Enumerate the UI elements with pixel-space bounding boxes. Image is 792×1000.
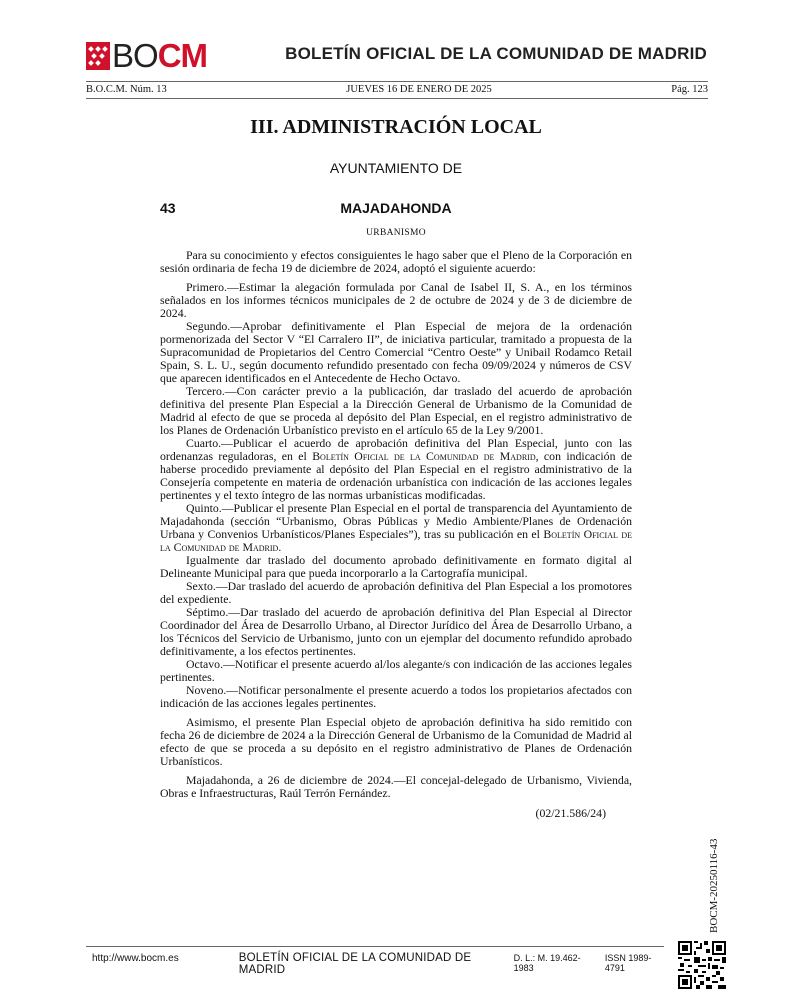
bocm-logo bbox=[86, 37, 208, 74]
page-footer bbox=[92, 952, 664, 976]
entry-number: 43 bbox=[160, 200, 176, 216]
footer-rule bbox=[86, 946, 664, 947]
logo-wordmark: BOCM bbox=[112, 37, 208, 74]
paragraph-sexto: Sexto.—Dar traslado del acuerdo de aprobación definitiva del Plan Especial a los promotores del expediente. bbox=[160, 579, 632, 606]
ayuntamiento-label: AYUNTAMIENTO DE bbox=[329, 160, 463, 176]
footer-title: BOLETÍN OFICIAL DE LA COMUNIDAD DE MADRID bbox=[238, 952, 472, 976]
paragraph-quinto: Quinto.—Publicar el presente Plan Especial en el portal de transparencia del Ayuntamiento de Majadahonda (sección “Urbanismo, Obras Públicas y Medio Ambiente/Planes de Ordenación Urbana y Convenios Urbanísticos/Planes Especiales”), tras su publicación en el Boletín Oficial de la Comunidad de Madrid. bbox=[160, 501, 632, 554]
issue-date: JUEVES 16 DE ENERO DE 2025 bbox=[346, 84, 492, 95]
paragraph-octavo: Octavo.—Notificar el presente acuerdo al/los alegante/s con indicación de las acciones legales pertinentes. bbox=[160, 657, 632, 684]
paragraph-igualmente: Igualmente dar traslado del documento aprobado definitivamente en formato digital al Delineante Municipal para que pueda incorporarlo a la Cartografía municipal. bbox=[160, 553, 632, 580]
madrid-flag-icon bbox=[86, 42, 110, 70]
announcement-body bbox=[160, 249, 632, 800]
header-rule bbox=[86, 81, 708, 82]
paragraph-septimo: Séptimo.—Dar traslado del acuerdo de aprobación definitiva del Plan Especial al Director Coordinador del Área de Desarrollo Urbano, al Director Jurídico del Área de Desarrollo Urbano, a los Técnicos del Servicio de Urbanismo, junto con un ejemplar del documento refundido aprobado definitivamente, a los efectos pertinentes. bbox=[160, 605, 632, 658]
issue-number: B.O.C.M. Núm. 13 bbox=[86, 84, 167, 95]
area-label: URBANISMO bbox=[366, 228, 426, 238]
qr-code-icon bbox=[678, 941, 726, 989]
paragraph-primero: Primero.—Estimar la alegación formulada por Canal de Isabel II, S. A., en los términos señalados en los informes técnicos municipales de 2 de octubre de 2024 y de 3 de diciembre de 2024. bbox=[160, 280, 632, 320]
footer-url[interactable]: http://www.bocm.es bbox=[92, 953, 179, 964]
footer-issn: ISSN 1989-4791 bbox=[604, 953, 652, 973]
footer-legal-deposit: D. L.: M. 19.462-1983 bbox=[513, 953, 581, 973]
paragraph-segundo: Segundo.—Aprobar definitivamente el Plan Especial de mejora de la ordenación pormenorizada del Sector V “El Carralero II”, de iniciativa particular, tramitado a propuesta de la Supracomunidad de Propietarios del Centro Comercial “Centro Oeste” y Unibail Rodamco Retail Spain, S. L. U., según documento refundido presentado con fecha 09/09/2024 y números de CSV que aparecen identificados en el Antecedente de Hecho Octavo. bbox=[160, 319, 632, 385]
reference-code: (02/21.586/24) bbox=[535, 806, 606, 820]
paragraph-firma: Majadahonda, a 26 de diciembre de 2024.—El concejal-delegado de Urbanismo, Vivienda, Obras e Infraestructuras, Raúl Terrón Fernández. bbox=[160, 773, 632, 800]
vertical-bocm-code: BOCM-20250116-43 bbox=[708, 838, 720, 933]
section-heading: III. ADMINISTRACIÓN LOCAL bbox=[250, 116, 542, 138]
paragraph-asimismo: Asimismo, el presente Plan Especial objeto de aprobación definitiva ha sido remitido con fecha 26 de diciembre de 2024 a la Dirección General de Urbanismo de la Comunidad de Madrid al efecto de que se proceda a su depósito en el registro administrativo de Planes de Ordenación Urbanísticos. bbox=[160, 715, 632, 768]
page-number: Pág. 123 bbox=[671, 84, 708, 95]
paragraph-cuarto: Cuarto.—Publicar el acuerdo de aprobación definitiva del Plan Especial, junto con las ordenanzas reguladoras, en el Boletín Oficial de la Comunidad de Madrid, con indicación de haberse procedido previamente al depósito del Plan Especial en el registro administrativo de la Consejería competente en materia de ordenación urbanística con indicación de las acciones legales pertinentes y el texto íntegro de las normas urbanísticas modificadas. bbox=[160, 436, 632, 502]
paragraph-noveno: Noveno.—Notificar personalmente el presente acuerdo a todos los propietarios afectados con indicación de las acciones legales pertinentes. bbox=[160, 683, 632, 710]
paragraph-intro: Para su conocimiento y efectos consiguientes le hago saber que el Pleno de la Corporación en sesión ordinaria de fecha 19 de diciembre de 2024, adoptó el siguiente acuerdo: bbox=[160, 248, 632, 275]
bulletin-title: BOLETÍN OFICIAL DE LA COMUNIDAD DE MADRID bbox=[285, 44, 707, 63]
municipality-name: MAJADAHONDA bbox=[340, 200, 452, 216]
paragraph-tercero: Tercero.—Con carácter previo a la publicación, dar traslado del acuerdo de aprobación definitiva del presente Plan Especial a la Dirección General de Urbanismo de la Comunidad de Madrid al efecto de que se proceda al depósito del Plan Especial, en el registro administrativo de los Planes de Ordenación Urbanístico previsto en el artículo 65 de la Ley 9/2001. bbox=[160, 384, 632, 437]
meta-rule bbox=[86, 98, 708, 99]
issue-meta bbox=[86, 84, 708, 95]
